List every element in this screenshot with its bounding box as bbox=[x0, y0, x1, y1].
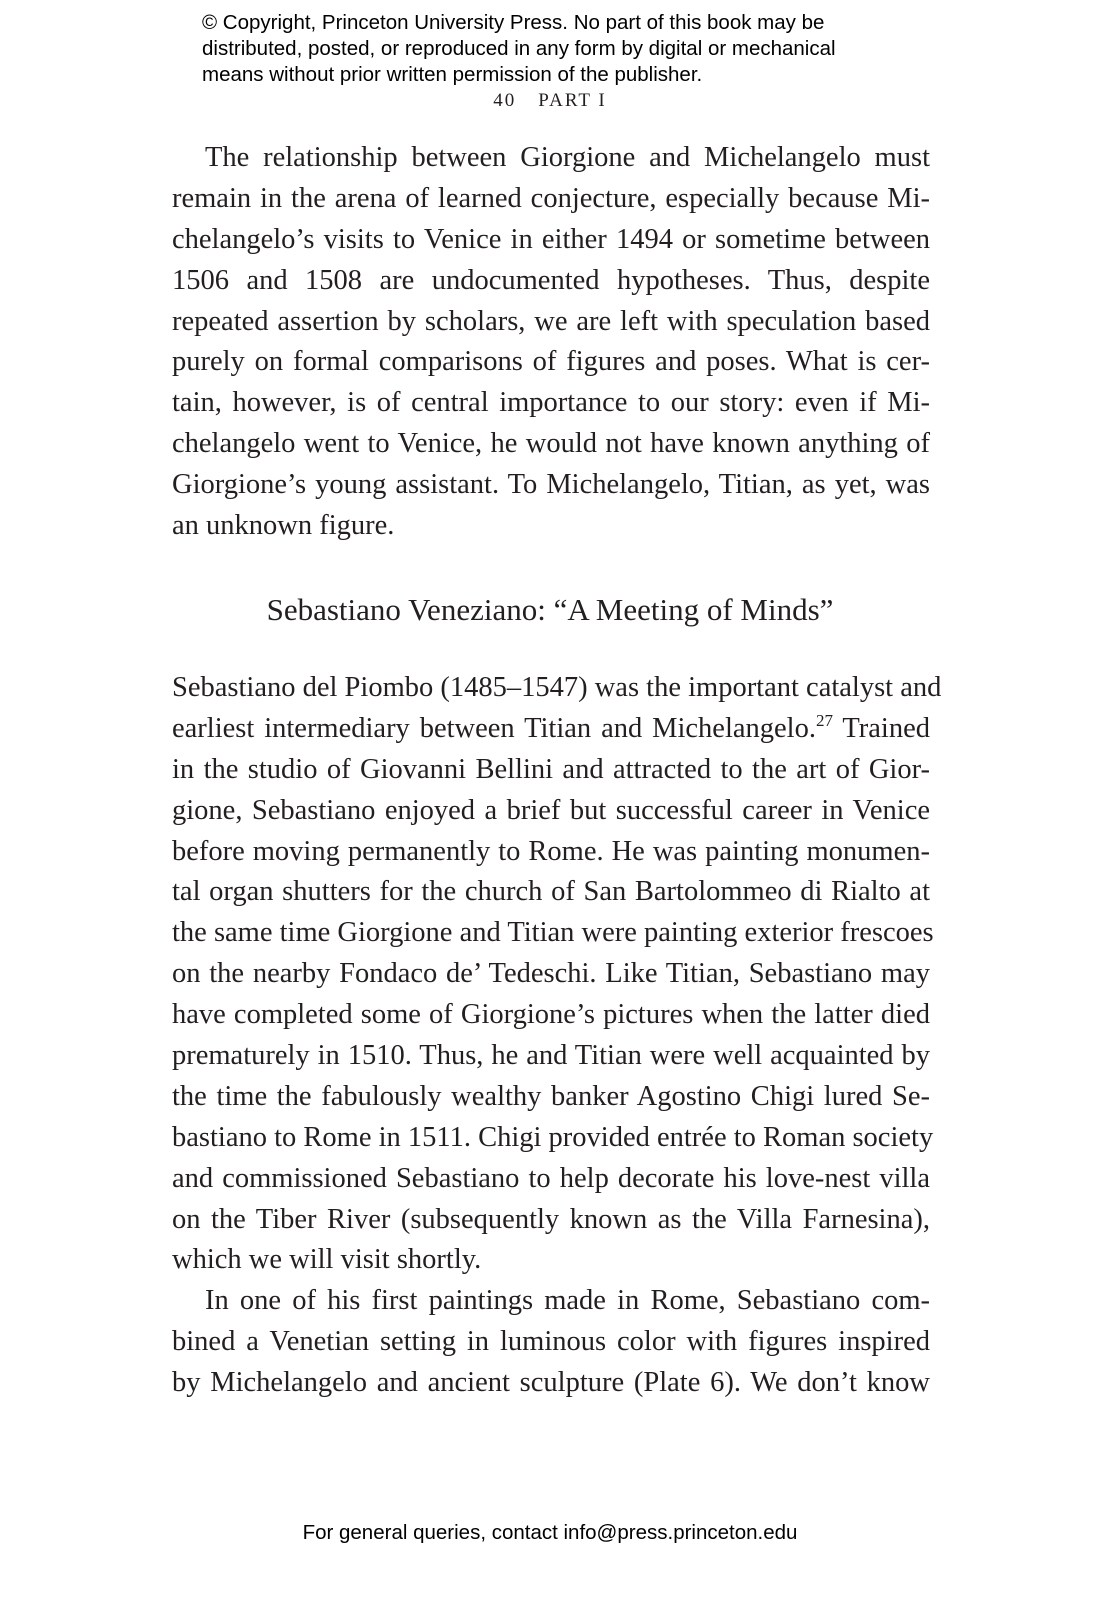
text-line: which we will visit shortly. bbox=[172, 1244, 482, 1276]
text-line: by Michelangelo and ancient sculpture (Plate 6). We don’t know bbox=[172, 1367, 930, 1399]
text-line: 1506 and 1508 are undocumented hypotheses. Thus, despite bbox=[172, 264, 930, 296]
page-number: 40 bbox=[493, 90, 517, 111]
text-line: tain, however, is of central importance to our story: even if Mi- bbox=[172, 387, 930, 419]
text-line: gione, Sebastiano enjoyed a brief but successful career in Venice bbox=[172, 794, 930, 826]
section-label: PART I bbox=[538, 90, 607, 111]
paragraph-2 bbox=[172, 668, 942, 1404]
text-line: bined a Venetian setting in luminous color with figures inspired bbox=[172, 1326, 930, 1358]
footnote-reference[interactable]: 27 bbox=[815, 710, 833, 730]
text-line: Sebastiano del Piombo (1485–1547) was the important catalyst and bbox=[172, 672, 942, 703]
text-line: in the studio of Giovanni Bellini and attracted to the art of Gior- bbox=[172, 753, 930, 785]
text-line: repeated assertion by scholars, we are left with speculation based bbox=[172, 305, 930, 337]
text-line-head: earliest intermediary between Titian and Michelangelo. bbox=[172, 712, 816, 744]
running-head bbox=[0, 90, 1100, 112]
text-line: purely on formal comparisons of figures and poses. What is cer- bbox=[172, 346, 930, 378]
text-line: bastiano to Rome in 1511. Chigi provided entrée to Roman society bbox=[172, 1121, 934, 1153]
paragraph-1 bbox=[172, 138, 930, 547]
text-line: prematurely in 1510. Thus, he and Titian were well acquainted by bbox=[172, 1040, 930, 1072]
text-line: tal organ shutters for the church of San Bartolommeo di Rialto at bbox=[172, 876, 930, 908]
text-line: The relationship between Giorgione and Michelangelo must bbox=[205, 142, 930, 173]
copyright-line: © Copyright, Princeton University Press. No part of this book may be bbox=[202, 11, 825, 34]
text-line: before moving permanently to Rome. He was painting monumen- bbox=[172, 835, 930, 867]
text-line-tail: Trained bbox=[832, 712, 930, 744]
copyright-line: means without prior written permission of the publisher. bbox=[202, 63, 703, 86]
text-line bbox=[172, 709, 930, 750]
text-line: In one of his first paintings made in Rome, Sebastiano com- bbox=[205, 1285, 930, 1317]
text-line: the same time Giorgione and Titian were painting exterior frescoes bbox=[172, 917, 934, 949]
text-line: the time the fabulously wealthy banker Agostino Chigi lured Se- bbox=[172, 1080, 930, 1112]
text-line: chelangelo went to Venice, he would not have known anything of bbox=[172, 428, 930, 460]
copyright-notice bbox=[202, 10, 922, 88]
section-heading: Sebastiano Veneziano: “A Meeting of Minds” bbox=[266, 592, 834, 627]
text-line: chelangelo’s visits to Venice in either 1494 or sometime between bbox=[172, 223, 930, 255]
text-line: Giorgione’s young assistant. To Michelangelo, Titian, as yet, was bbox=[172, 469, 930, 501]
copyright-line: distributed, posted, or reproduced in any form by digital or mechanical bbox=[202, 37, 836, 60]
text-line: remain in the arena of learned conjecture, especially because Mi- bbox=[172, 182, 930, 214]
text-line: an unknown figure. bbox=[172, 510, 395, 542]
text-line: and commissioned Sebastiano to help decorate his love-nest villa bbox=[172, 1162, 930, 1194]
text-line: on the Tiber River (subsequently known as the Villa Farnesina), bbox=[172, 1203, 930, 1235]
text-line: have completed some of Giorgione’s pictures when the latter died bbox=[172, 999, 930, 1031]
footer-contact: For general queries, contact info@press.princeton.edu bbox=[302, 1521, 798, 1544]
text-line: on the nearby Fondaco de’ Tedeschi. Like Titian, Sebastiano may bbox=[172, 958, 930, 990]
